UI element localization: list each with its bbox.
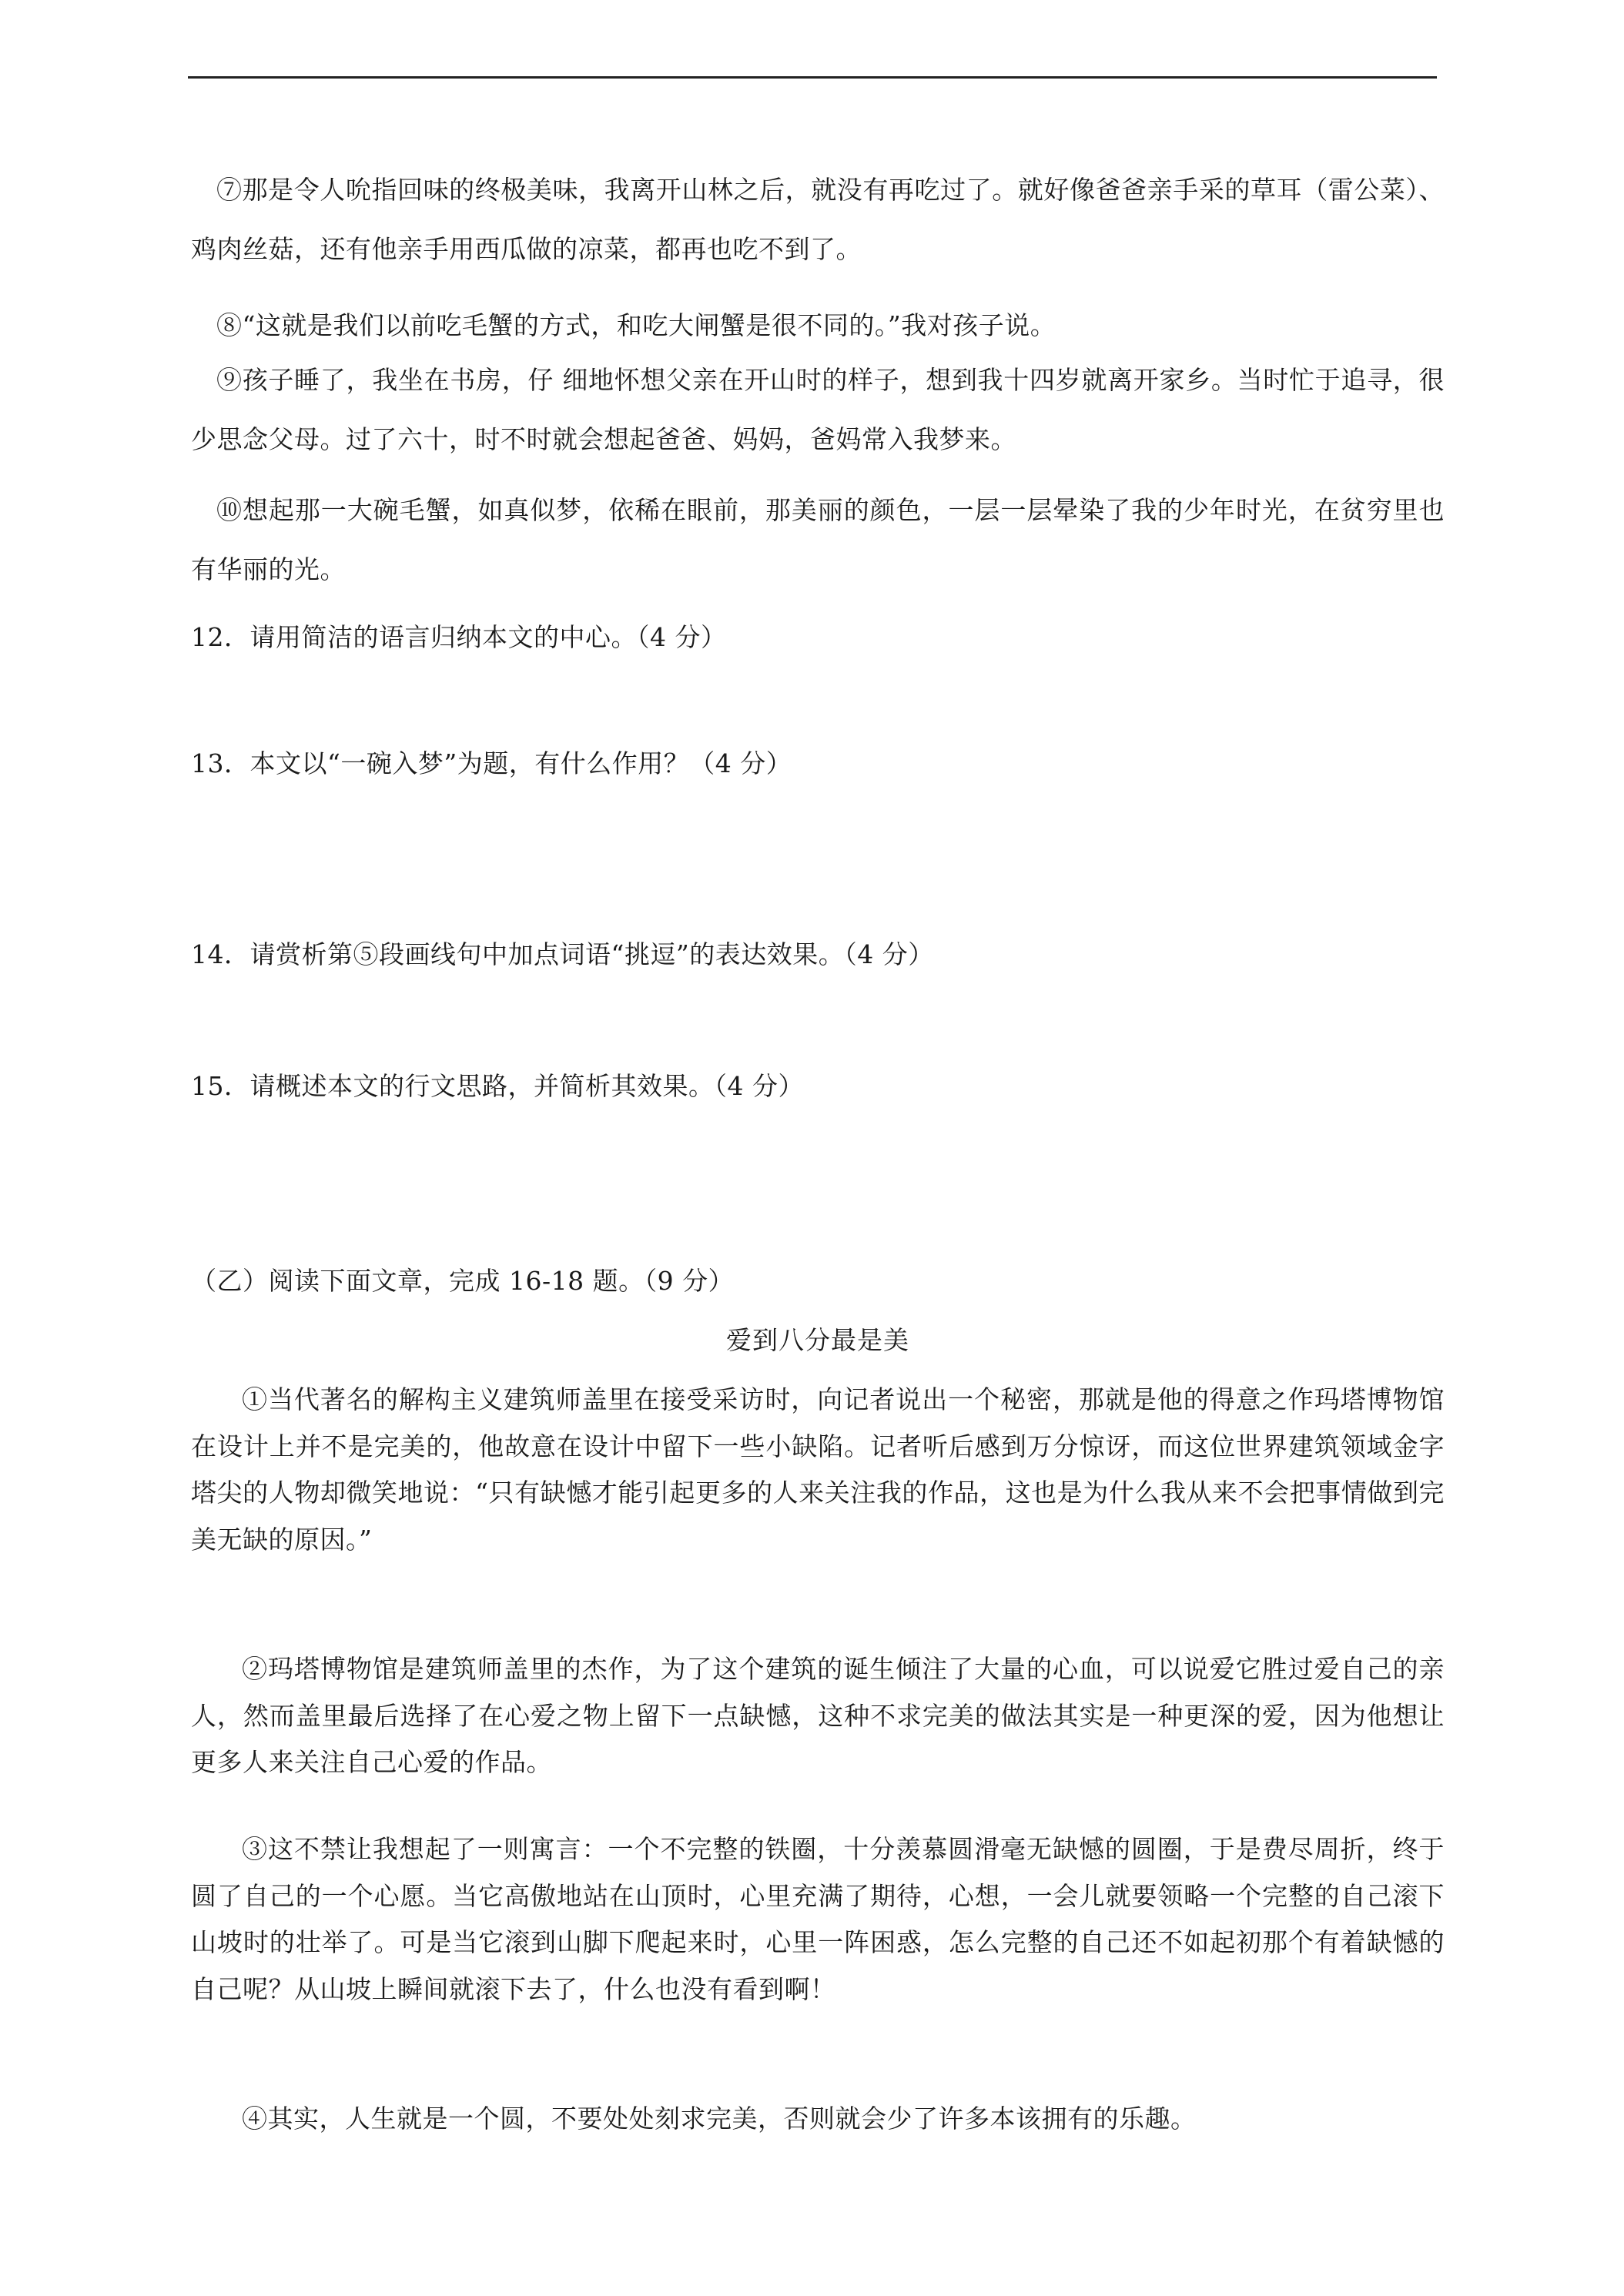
question-13: 13．本文以“一碗入梦”为题，有什么作用？（4 分） [191,748,792,778]
question-15: 15．请概述本文的行文思路，并简析其效果。（4 分） [191,1071,804,1101]
section-b-paragraph-1: ①当代著名的解构主义建筑师盖里在接受采访时，向记者说出一个秘密，那就是他的得意之作玛塔博物馆在设计上并不是完美的，他故意在设计中留下一些小缺陷。记者听后感到万分惊讶，而这位世界建筑领域金字塔尖的人物却微笑地说：“只有缺憾才能引起更多的人来关注我的作品，这也是为什么我从来不会把事情做到完美无缺的原因。” [191,1384,1445,1555]
passage-a-paragraph-8: ⑧“这就是我们以前吃毛蟹的方式，和吃大闸蟹是很不同的。”我对孩子说。 [216,310,1056,340]
section-b-paragraph-3: ③这不禁让我想起了一则寓言：一个不完整的铁圈，十分羡慕圆滑毫无缺憾的圆圈，于是费尽周折，终于圆了自己的一个心愿。当它高傲地站在山顶时，心里充满了期待，心想，一会儿就要领略一个完整的自己滚下山坡时的壮举了。可是当它滚到山脚下爬起来时，心里一阵困惑，怎么完整的自己还不如起初那个有着缺憾的自己呢？从山坡上瞬间就滚下去了，什么也没有看到啊！ [191,1834,1445,2004]
section-b-paragraph-2: ②玛塔博物馆是建筑师盖里的杰作，为了这个建筑的诞生倾注了大量的心血，可以说爱它胜过爱自己的亲人，然而盖里最后选择了在心爱之物上留下一点缺憾，这种不求完美的做法其实是一种更深的爱，因为他想让更多人来关注自己心爱的作品。 [191,1654,1445,1777]
passage-a-paragraph-7: ⑦那是令人吮指回味的终极美味，我离开山林之后，就没有再吃过了。就好像爸爸亲手采的草耳（雷公菜）、鸡肉丝菇，还有他亲手用西瓜做的凉菜，都再也吃不到了。 [191,175,1445,264]
section-b-heading: （乙）阅读下面文章，完成 16-18 题。（9 分） [191,1266,735,1296]
header-rule [188,76,1437,79]
question-14: 14．请赏析第⑤段画线句中加点词语“挑逗”的表达效果。（4 分） [191,939,934,969]
question-12: 12．请用简洁的语言归纳本文的中心。（4 分） [191,622,727,652]
section-b-paragraph-4: ④其实，人生就是一个圆，不要处处刻求完美，否则就会少了许多本该拥有的乐趣。 [242,2104,1197,2134]
article-title: 爱到八分最是美 [726,1325,909,1355]
passage-a-paragraph-9: ⑨孩子睡了，我坐在书房，仔 细地怀想父亲在开山时的样子，想到我十四岁就离开家乡。当时忙于追寻，很少思念父母。过了六十，时不时就会想起爸爸、妈妈，爸妈常入我梦来。 [191,365,1445,454]
passage-a-paragraph-10: ⑩想起那一大碗毛蟹，如真似梦，依稀在眼前，那美丽的颜色，一层一层晕染了我的少年时光，在贫穷里也有华丽的光。 [191,495,1445,584]
